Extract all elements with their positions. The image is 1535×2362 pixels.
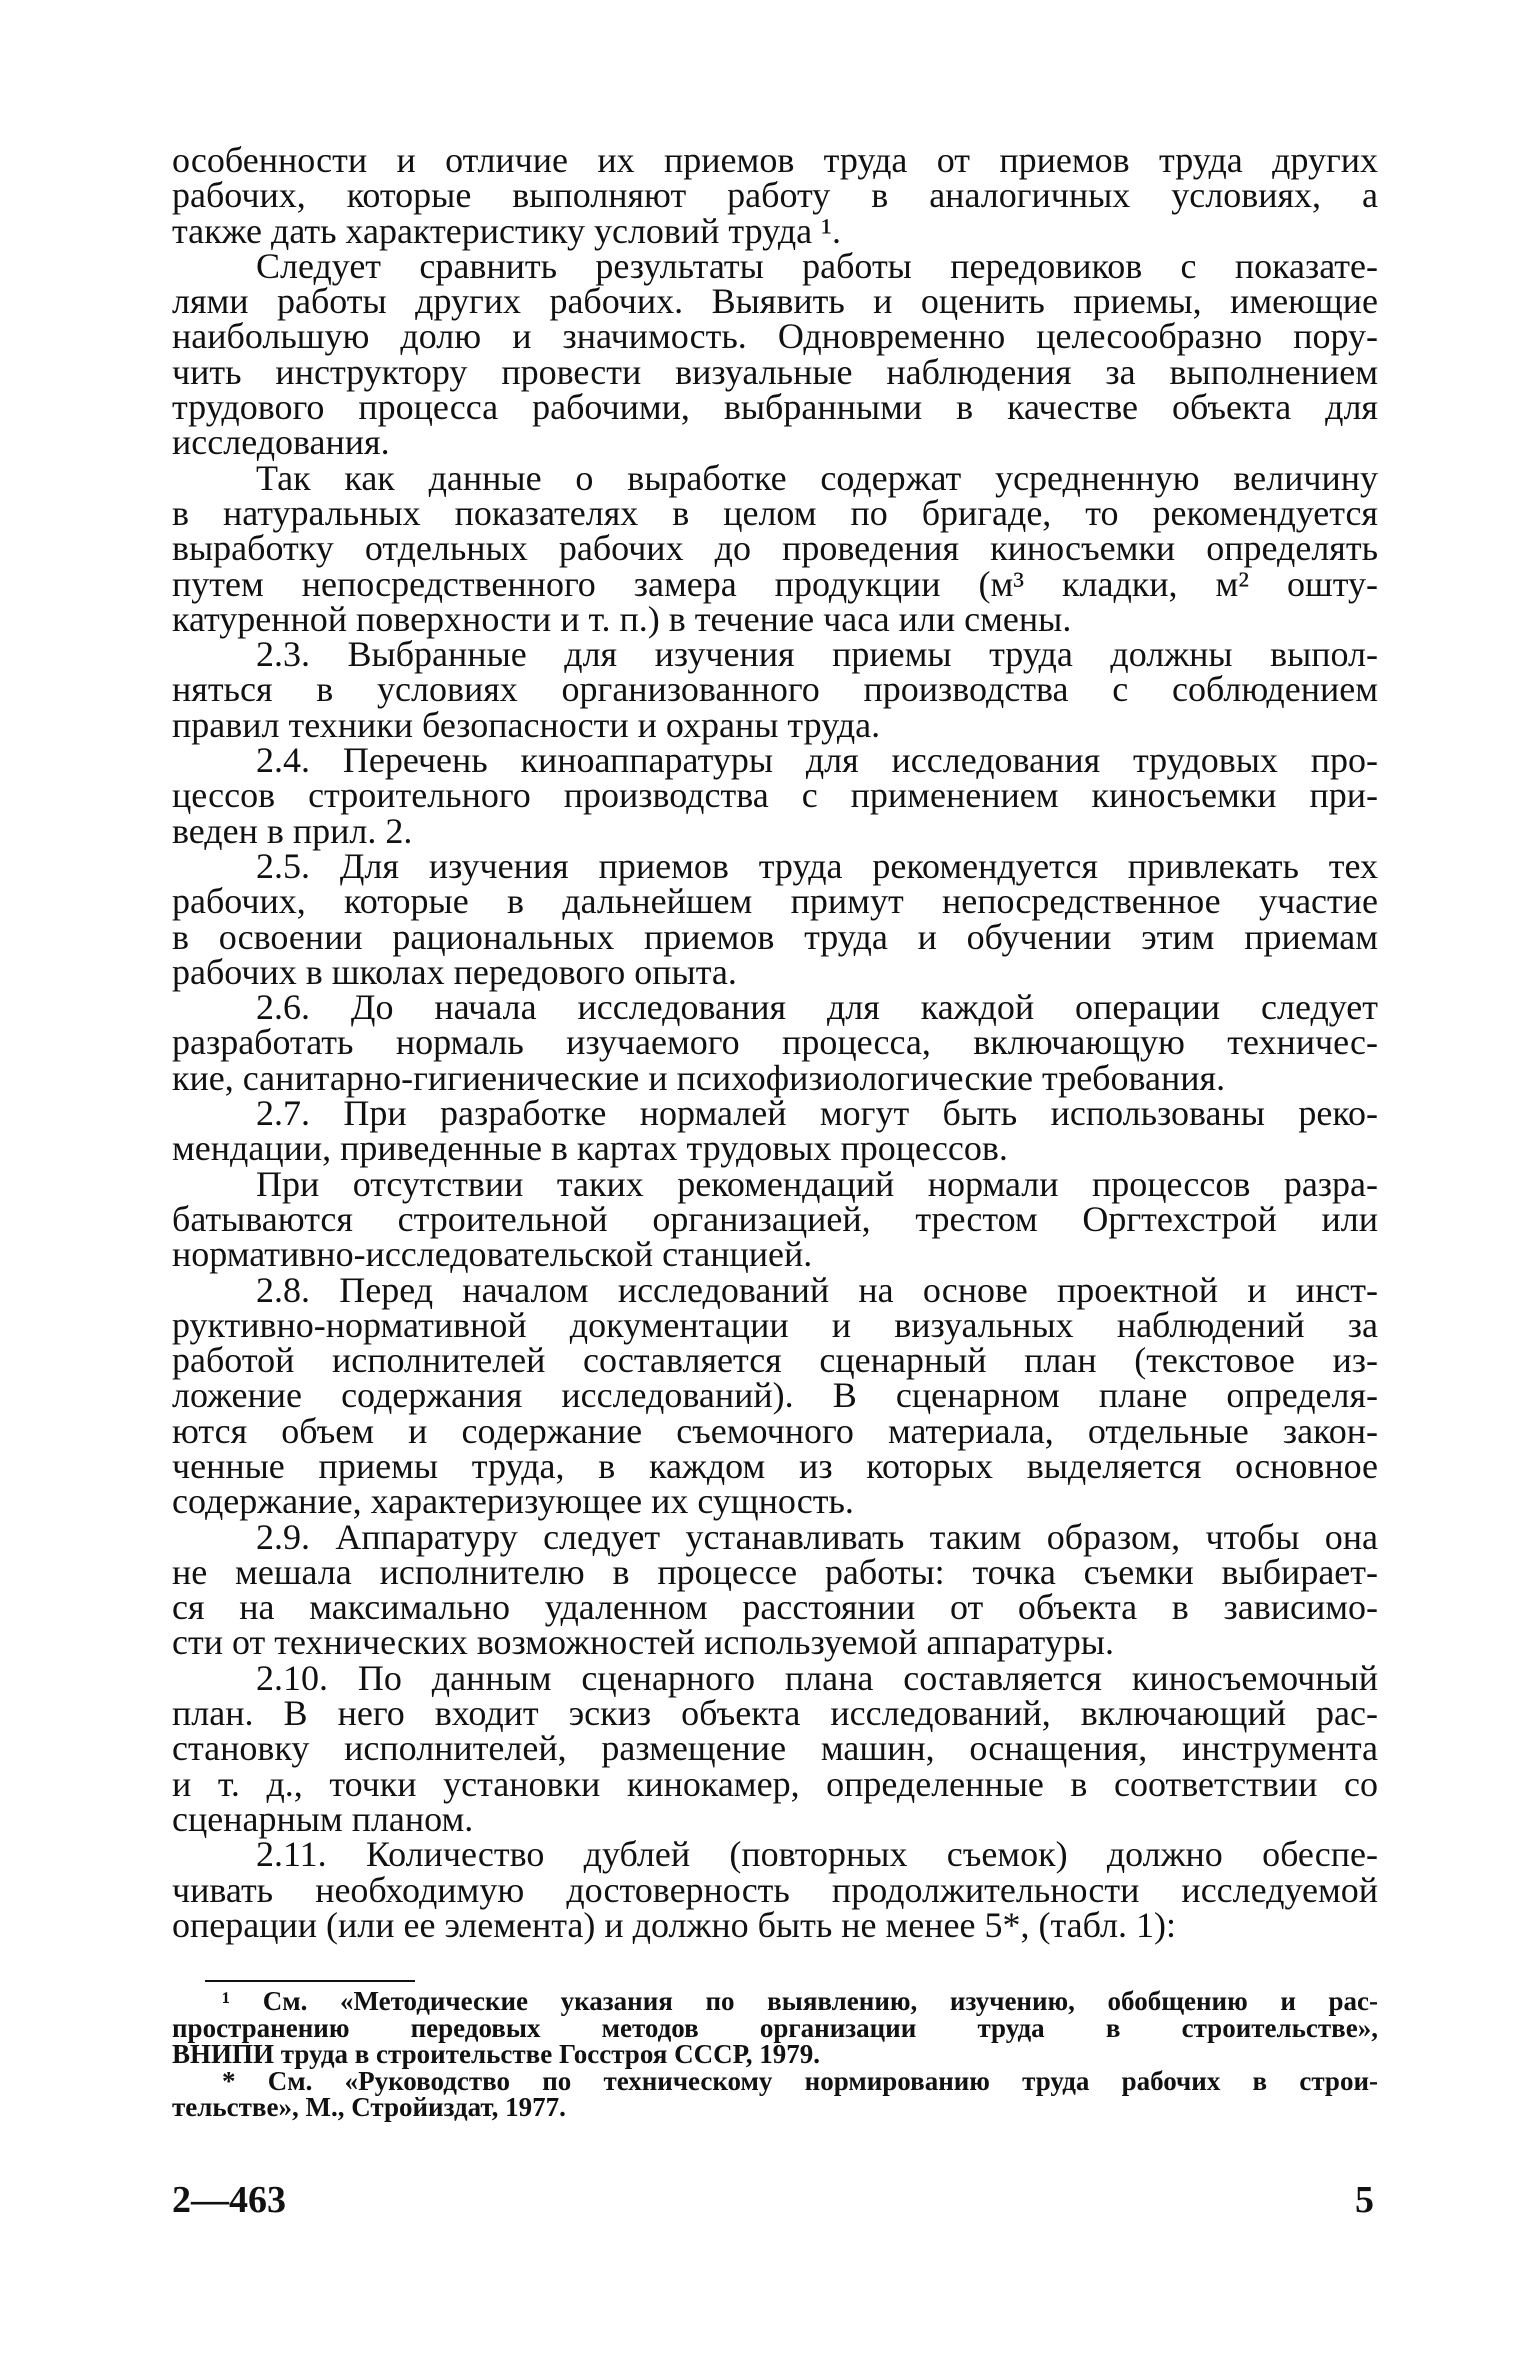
- text-line: выработку отдельных рабочих до проведения киносъемки определять: [172, 528, 1378, 569]
- paragraph: [172, 845, 1378, 992]
- text-line: нормативно-исследовательской станцией.: [172, 1234, 813, 1275]
- text-line: мендации, приведенные в картах трудовых процессов.: [172, 1128, 1008, 1169]
- text-line: исследования.: [172, 422, 390, 463]
- text-line: кие, санитарно-гигиенические и психофизиологические требования.: [172, 1057, 1226, 1098]
- paragraph: [172, 245, 1378, 463]
- text-line: цессов строительного производства с применением киносъемки при-: [172, 775, 1378, 816]
- printer-signature: 2—463: [172, 2179, 286, 2221]
- paragraph: [172, 987, 1378, 1098]
- paragraph: [172, 140, 1378, 251]
- text-line: 2.10. По данным сценарного плана составляется киносъемочный: [256, 1657, 1378, 1698]
- text-line: ся на максимально удаленном расстоянии от объекта в зависимо-: [172, 1587, 1378, 1628]
- text-line: Так как данные о выработке содержат усредненную величину: [256, 457, 1378, 498]
- text-line: рабочих, которые выполняют работу в аналогичных условиях, а: [172, 175, 1378, 216]
- text-line: руктивно-нормативной документации и визуальных наблюдений за: [172, 1304, 1378, 1345]
- text-line: сценарным планом.: [172, 1798, 474, 1839]
- text-line: рабочих, которые в дальнейшем примут непосредственное участие: [172, 881, 1378, 922]
- paragraph: [172, 1269, 1378, 1522]
- text-line: катуренной поверхности и т. п.) в течение часа или смены.: [172, 598, 1072, 639]
- text-line: разработать нормаль изучаемого процесса, включающую техничес-: [172, 1022, 1378, 1063]
- text-line: не мешала исполнителю в процессе работы: точка съемки выбирает-: [172, 1551, 1378, 1592]
- text-line: наибольшую долю и значимость. Одновременно целесообразно пору-: [172, 316, 1378, 357]
- text-line: лями работы других рабочих. Выявить и оценить приемы, имеющие: [172, 281, 1378, 322]
- text-line: путем непосредственного замера продукции (м³ кладки, м² ошту-: [172, 563, 1378, 604]
- text-line: батываются строительной организацией, трестом Оргтехстрой или: [172, 1198, 1378, 1239]
- text-line: в натуральных показателях в целом по бригаде, то рекомендуется: [172, 492, 1378, 533]
- text-line: пространению передовых методов организации труда в строительстве»,: [172, 2012, 1378, 2043]
- paragraph: [172, 1516, 1378, 1663]
- body-text: [172, 140, 1378, 1945]
- text-line: ВНИПИ труда в строительстве Госстроя СССР, 1979.: [172, 2039, 821, 2069]
- text-line: 2.11. Количество дублей (повторных съемок) должно обеспе-: [256, 1834, 1378, 1875]
- text-line: тельстве», М., Стройиздат, 1977.: [172, 2092, 566, 2122]
- paragraph: [172, 1657, 1378, 1839]
- footnote: [172, 1988, 1378, 2068]
- text-line: операции (или ее элемента) и должно быть не менее 5*, (табл. 1):: [172, 1904, 1176, 1945]
- text-line: правил техники безопасности и охраны труда.: [172, 704, 881, 745]
- paragraph: [172, 457, 1378, 639]
- text-line: Следует сравнить результаты работы передовиков с показате-: [256, 245, 1378, 286]
- text-line: особенности и отличие их приемов труда от приемов труда других: [172, 140, 1378, 180]
- paragraph: [172, 1834, 1378, 1945]
- text-line: и т. д., точки установки кинокамер, определенные в соответствии со: [172, 1763, 1378, 1804]
- text-line: ченные приемы труда, в каждом из которых выделяется основное: [172, 1445, 1378, 1486]
- text-line: в освоении рациональных приемов труда и обучении этим приемам: [172, 916, 1378, 957]
- paragraph: [172, 634, 1378, 745]
- text-line: чить инструктору провести визуальные наблюдения за выполнением: [172, 351, 1378, 392]
- text-line: 2.8. Перед началом исследований на основе проектной и инст-: [256, 1269, 1378, 1310]
- text-line: чивать необходимую достоверность продолжительности исследуемой: [172, 1869, 1378, 1910]
- text-line: сти от технических возможностей используемой аппаратуры.: [172, 1622, 1114, 1663]
- text-line: ложение содержания исследований). В сценарном плане определя-: [172, 1375, 1378, 1416]
- text-line: * См. «Руководство по техническому нормированию труда рабочих в строи-: [222, 2065, 1378, 2096]
- text-line: план. В него входит эскиз объекта исследований, включающий рас-: [172, 1693, 1378, 1734]
- text-line: 2.4. Перечень киноаппаратуры для исследования трудовых про-: [256, 740, 1378, 781]
- text-line: 2.7. При разработке нормалей могут быть использованы реко-: [256, 1093, 1378, 1134]
- text-line: работой исполнителей составляется сценарный план (текстовое из-: [172, 1340, 1378, 1381]
- text-line: рабочих в школах передового опыта.: [172, 951, 737, 992]
- text-line: также дать характеристику условий труда ¹.: [172, 210, 841, 251]
- footnotes: [172, 1988, 1378, 2121]
- text-line: становку исполнителей, размещение машин, оснащения, инструмента: [172, 1728, 1378, 1769]
- text-line: 2.5. Для изучения приемов труда рекомендуется привлекать тех: [256, 845, 1378, 886]
- paragraph: [172, 740, 1378, 851]
- text-line: 2.9. Аппаратуру следует устанавливать таким образом, чтобы она: [256, 1516, 1378, 1557]
- text-line: веден в прил. 2.: [172, 810, 413, 851]
- text-line: При отсутствии таких рекомендаций нормали процессов разра-: [256, 1163, 1378, 1204]
- paragraph: [172, 1093, 1378, 1169]
- text-line: трудового процесса рабочими, выбранными в качестве объекта для: [172, 387, 1378, 428]
- footnote-divider: [205, 1980, 415, 1982]
- text-line: няться в условиях организованного производства с соблюдением: [172, 669, 1378, 710]
- paragraph: [172, 1163, 1378, 1275]
- text-line: ¹ См. «Методические указания по выявлению, изучению, обобщению и рас-: [222, 1986, 1378, 2016]
- text-line: содержание, характеризующее их сущность.: [172, 1481, 854, 1522]
- text-line: 2.3. Выбранные для изучения приемы труда должны выпол-: [256, 634, 1378, 675]
- footnote: [172, 2065, 1378, 2122]
- text-line: ются объем и содержание съемочного материала, отдельные закон-: [172, 1410, 1378, 1451]
- page-number: 5: [1355, 2179, 1374, 2221]
- text-line: 2.6. До начала исследования для каждой операции следует: [256, 987, 1378, 1028]
